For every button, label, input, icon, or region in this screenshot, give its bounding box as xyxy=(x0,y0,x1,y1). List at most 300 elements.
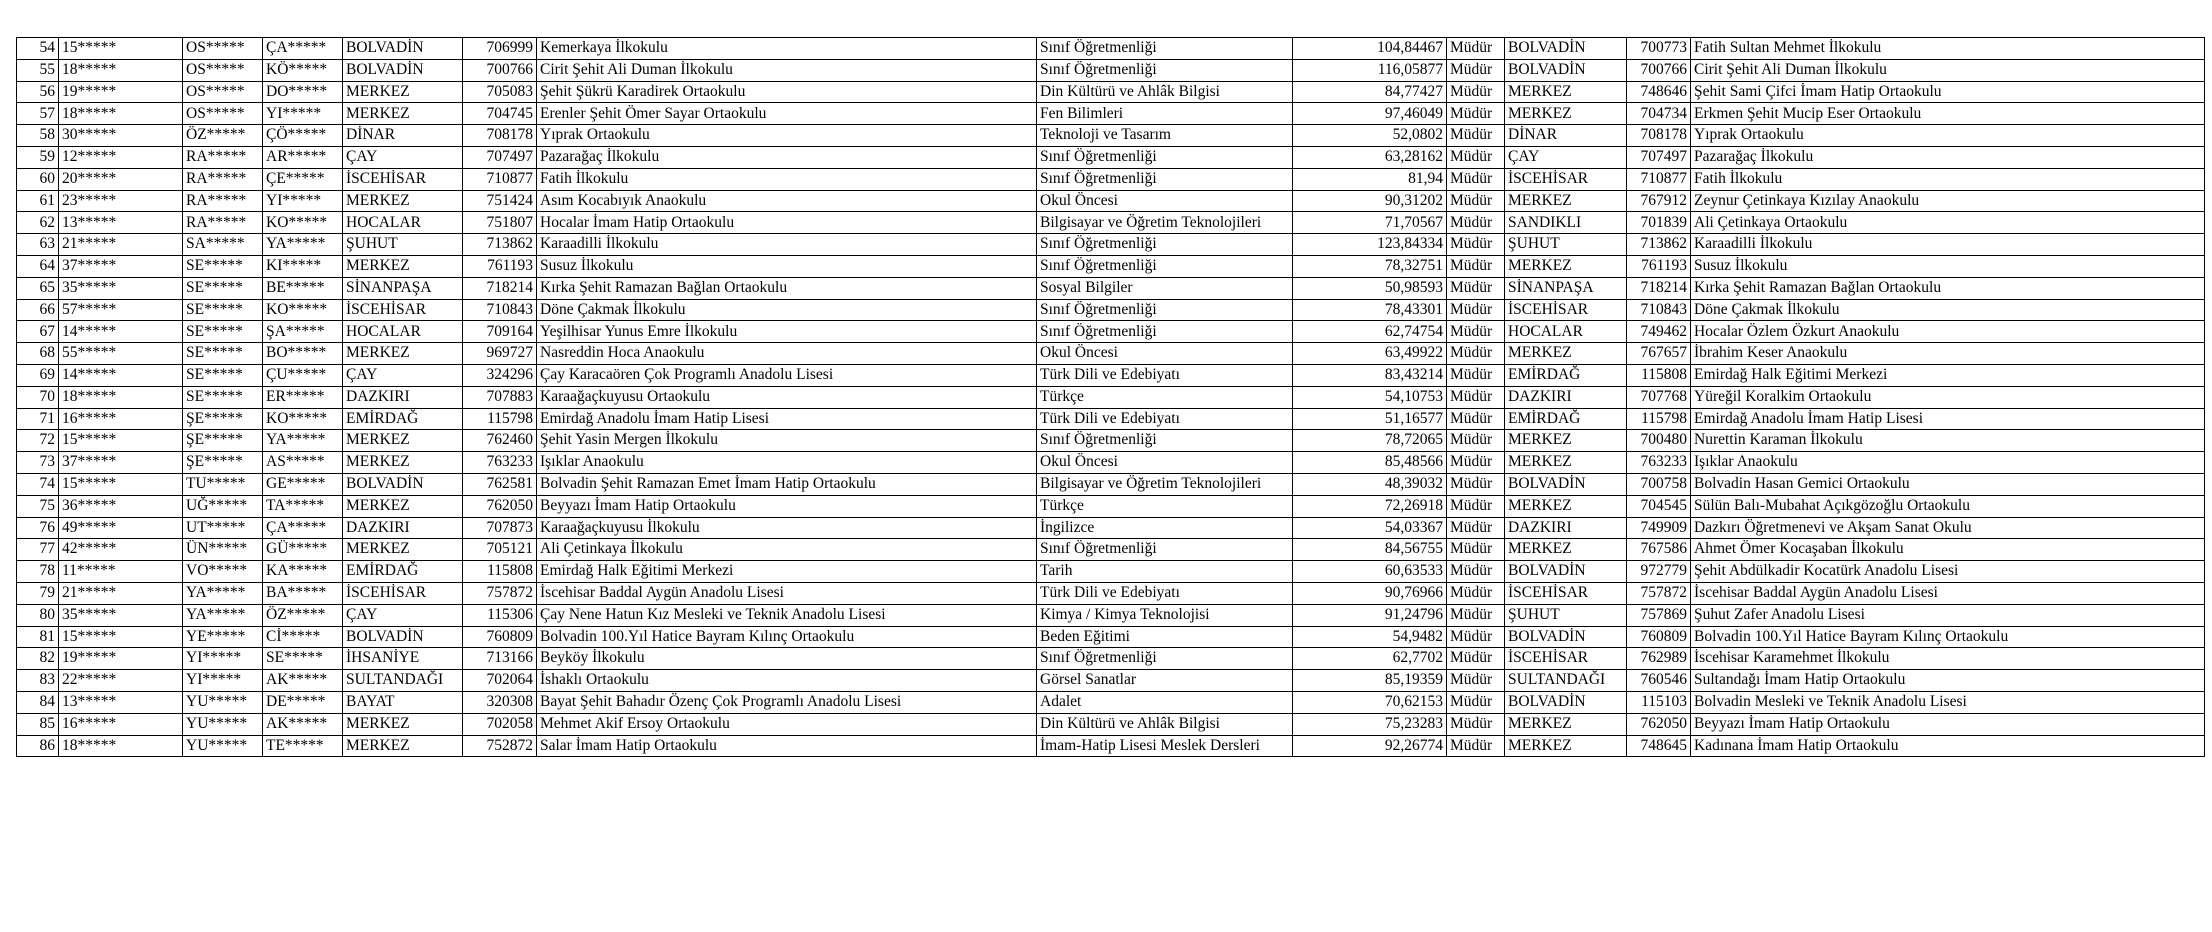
cell-assigned-district: DAZKIRI xyxy=(1505,386,1627,408)
cell-branch: Bilgisayar ve Öğretim Teknolojileri xyxy=(1037,473,1293,495)
cell-last-name: BO***** xyxy=(263,343,343,365)
cell-current-school-code: 705083 xyxy=(463,81,537,103)
cell-score: 54,03367 xyxy=(1293,517,1447,539)
cell-current-school-code: 707497 xyxy=(463,146,537,168)
cell-assigned-school-name: Kırka Şehit Ramazan Bağlan Ortaokulu xyxy=(1691,277,2205,299)
cell-branch: Sınıf Öğretmenliği xyxy=(1037,299,1293,321)
cell-last-name: ÇA***** xyxy=(263,517,343,539)
cell-first-name: OS***** xyxy=(183,59,263,81)
cell-row-number: 66 xyxy=(17,299,59,321)
cell-assigned-district: SANDIKLI xyxy=(1505,212,1627,234)
cell-assigned-school-code: 763233 xyxy=(1627,452,1691,474)
cell-assigned-district: BOLVADİN xyxy=(1505,626,1627,648)
cell-assigned-school-name: Döne Çakmak İlkokulu xyxy=(1691,299,2205,321)
cell-first-name: UT***** xyxy=(183,517,263,539)
cell-branch: Din Kültürü ve Ahlâk Bilgisi xyxy=(1037,81,1293,103)
cell-tc-number: 14***** xyxy=(59,364,183,386)
cell-assigned-school-code: 762050 xyxy=(1627,713,1691,735)
cell-position: Müdür xyxy=(1447,212,1505,234)
cell-row-number: 72 xyxy=(17,430,59,452)
cell-current-district: BOLVADİN xyxy=(343,38,463,60)
cell-assigned-school-code: 748646 xyxy=(1627,81,1691,103)
cell-current-school-name: Emirdağ Halk Eğitimi Merkezi xyxy=(537,561,1037,583)
table-row xyxy=(17,539,2205,561)
table-row xyxy=(17,713,2205,735)
cell-first-name: RA***** xyxy=(183,146,263,168)
cell-branch: Okul Öncesi xyxy=(1037,190,1293,212)
cell-position: Müdür xyxy=(1447,517,1505,539)
cell-position: Müdür xyxy=(1447,277,1505,299)
cell-score: 62,7702 xyxy=(1293,648,1447,670)
table-row xyxy=(17,146,2205,168)
cell-first-name: SE***** xyxy=(183,321,263,343)
cell-score: 72,26918 xyxy=(1293,495,1447,517)
cell-assigned-district: MERKEZ xyxy=(1505,255,1627,277)
cell-assigned-school-name: Hocalar Özlem Özkurt Anaokulu xyxy=(1691,321,2205,343)
cell-current-district: MERKEZ xyxy=(343,735,463,757)
cell-tc-number: 20***** xyxy=(59,168,183,190)
cell-score: 116,05877 xyxy=(1293,59,1447,81)
cell-current-school-name: İshaklı Ortaokulu xyxy=(537,670,1037,692)
cell-current-district: DAZKIRI xyxy=(343,386,463,408)
cell-assigned-school-name: Beyyazı İmam Hatip Ortaokulu xyxy=(1691,713,2205,735)
table-row xyxy=(17,517,2205,539)
cell-row-number: 78 xyxy=(17,561,59,583)
cell-current-school-code: 760809 xyxy=(463,626,537,648)
cell-tc-number: 35***** xyxy=(59,277,183,299)
cell-first-name: YU***** xyxy=(183,713,263,735)
cell-assigned-school-name: Karaadilli İlkokulu xyxy=(1691,234,2205,256)
cell-branch: Sosyal Bilgiler xyxy=(1037,277,1293,299)
cell-assigned-district: BOLVADİN xyxy=(1505,59,1627,81)
cell-position: Müdür xyxy=(1447,408,1505,430)
cell-current-district: ÇAY xyxy=(343,364,463,386)
cell-row-number: 63 xyxy=(17,234,59,256)
cell-last-name: DO***** xyxy=(263,81,343,103)
table-row xyxy=(17,190,2205,212)
cell-current-district: HOCALAR xyxy=(343,321,463,343)
cell-last-name: YI***** xyxy=(263,103,343,125)
cell-current-school-code: 710877 xyxy=(463,168,537,190)
cell-row-number: 84 xyxy=(17,691,59,713)
cell-last-name: ÇÖ***** xyxy=(263,125,343,147)
cell-score: 70,62153 xyxy=(1293,691,1447,713)
cell-assigned-school-name: Pazarağaç İlkokulu xyxy=(1691,146,2205,168)
cell-position: Müdür xyxy=(1447,168,1505,190)
cell-first-name: SE***** xyxy=(183,386,263,408)
cell-position: Müdür xyxy=(1447,430,1505,452)
cell-assigned-school-code: 704734 xyxy=(1627,103,1691,125)
cell-assigned-district: MERKEZ xyxy=(1505,343,1627,365)
cell-assigned-school-name: Nurettin Karaman İlkokulu xyxy=(1691,430,2205,452)
cell-first-name: SA***** xyxy=(183,234,263,256)
cell-row-number: 56 xyxy=(17,81,59,103)
cell-score: 83,43214 xyxy=(1293,364,1447,386)
cell-first-name: YI***** xyxy=(183,670,263,692)
cell-first-name: SE***** xyxy=(183,277,263,299)
cell-tc-number: 12***** xyxy=(59,146,183,168)
cell-position: Müdür xyxy=(1447,38,1505,60)
cell-tc-number: 49***** xyxy=(59,517,183,539)
cell-assigned-school-code: 761193 xyxy=(1627,255,1691,277)
cell-branch: Sınıf Öğretmenliği xyxy=(1037,146,1293,168)
cell-position: Müdür xyxy=(1447,691,1505,713)
cell-tc-number: 37***** xyxy=(59,452,183,474)
cell-current-school-name: Bolvadin 100.Yıl Hatice Bayram Kılınç Ortaokulu xyxy=(537,626,1037,648)
cell-position: Müdür xyxy=(1447,343,1505,365)
cell-position: Müdür xyxy=(1447,539,1505,561)
cell-assigned-school-code: 749909 xyxy=(1627,517,1691,539)
table-row xyxy=(17,691,2205,713)
cell-last-name: YA***** xyxy=(263,234,343,256)
cell-last-name: KI***** xyxy=(263,255,343,277)
cell-current-school-code: 709164 xyxy=(463,321,537,343)
cell-current-district: MERKEZ xyxy=(343,255,463,277)
cell-assigned-school-code: 767912 xyxy=(1627,190,1691,212)
cell-tc-number: 15***** xyxy=(59,430,183,452)
cell-tc-number: 18***** xyxy=(59,59,183,81)
cell-assigned-school-name: Sultandağı İmam Hatip Ortaokulu xyxy=(1691,670,2205,692)
cell-branch: Okul Öncesi xyxy=(1037,452,1293,474)
cell-last-name: ÇE***** xyxy=(263,168,343,190)
cell-assigned-school-code: 700773 xyxy=(1627,38,1691,60)
cell-branch: Türk Dili ve Edebiyatı xyxy=(1037,408,1293,430)
cell-assigned-school-name: İscehisar Baddal Aygün Anadolu Lisesi xyxy=(1691,582,2205,604)
cell-last-name: GE***** xyxy=(263,473,343,495)
cell-current-school-code: 702058 xyxy=(463,713,537,735)
cell-assigned-school-name: Ahmet Ömer Kocaşaban İlkokulu xyxy=(1691,539,2205,561)
cell-current-district: MERKEZ xyxy=(343,343,463,365)
cell-current-school-name: Çay Karacaören Çok Programlı Anadolu Lisesi xyxy=(537,364,1037,386)
cell-first-name: VO***** xyxy=(183,561,263,583)
cell-tc-number: 36***** xyxy=(59,495,183,517)
cell-last-name: KO***** xyxy=(263,212,343,234)
cell-assigned-school-name: Şuhut Zafer Anadolu Lisesi xyxy=(1691,604,2205,626)
cell-assigned-school-name: İbrahim Keser Anaokulu xyxy=(1691,343,2205,365)
cell-current-district: MERKEZ xyxy=(343,103,463,125)
cell-current-school-name: Bolvadin Şehit Ramazan Emet İmam Hatip Ortaokulu xyxy=(537,473,1037,495)
cell-position: Müdür xyxy=(1447,255,1505,277)
cell-branch: Türkçe xyxy=(1037,386,1293,408)
cell-branch: Adalet xyxy=(1037,691,1293,713)
cell-row-number: 76 xyxy=(17,517,59,539)
cell-branch: Sınıf Öğretmenliği xyxy=(1037,234,1293,256)
cell-row-number: 82 xyxy=(17,648,59,670)
cell-row-number: 83 xyxy=(17,670,59,692)
table-row xyxy=(17,495,2205,517)
cell-current-school-code: 705121 xyxy=(463,539,537,561)
cell-position: Müdür xyxy=(1447,81,1505,103)
cell-score: 78,72065 xyxy=(1293,430,1447,452)
cell-first-name: SE***** xyxy=(183,299,263,321)
cell-first-name: YU***** xyxy=(183,735,263,757)
table-row xyxy=(17,561,2205,583)
cell-current-school-code: 757872 xyxy=(463,582,537,604)
cell-tc-number: 13***** xyxy=(59,691,183,713)
cell-last-name: KO***** xyxy=(263,299,343,321)
cell-row-number: 71 xyxy=(17,408,59,430)
cell-tc-number: 42***** xyxy=(59,539,183,561)
cell-current-district: EMİRDAĞ xyxy=(343,561,463,583)
cell-assigned-school-code: 704545 xyxy=(1627,495,1691,517)
cell-assigned-school-name: Sülün Balı-Mubahat Açıkgözoğlu Ortaokulu xyxy=(1691,495,2205,517)
cell-current-school-name: Nasreddin Hoca Anaokulu xyxy=(537,343,1037,365)
table-row xyxy=(17,386,2205,408)
cell-assigned-school-name: Kadınana İmam Hatip Ortaokulu xyxy=(1691,735,2205,757)
cell-position: Müdür xyxy=(1447,626,1505,648)
cell-current-district: MERKEZ xyxy=(343,190,463,212)
cell-assigned-district: İSCEHİSAR xyxy=(1505,648,1627,670)
cell-branch: Türkçe xyxy=(1037,495,1293,517)
cell-assigned-school-code: 701839 xyxy=(1627,212,1691,234)
cell-score: 91,24796 xyxy=(1293,604,1447,626)
table-row xyxy=(17,452,2205,474)
cell-first-name: YA***** xyxy=(183,604,263,626)
cell-current-school-code: 713862 xyxy=(463,234,537,256)
cell-current-district: MERKEZ xyxy=(343,430,463,452)
cell-current-school-code: 969727 xyxy=(463,343,537,365)
cell-branch: Din Kültürü ve Ahlâk Bilgisi xyxy=(1037,713,1293,735)
cell-first-name: ŞE***** xyxy=(183,408,263,430)
cell-row-number: 81 xyxy=(17,626,59,648)
cell-tc-number: 37***** xyxy=(59,255,183,277)
cell-position: Müdür xyxy=(1447,670,1505,692)
cell-position: Müdür xyxy=(1447,321,1505,343)
cell-row-number: 58 xyxy=(17,125,59,147)
cell-row-number: 75 xyxy=(17,495,59,517)
table-row xyxy=(17,408,2205,430)
table-row xyxy=(17,670,2205,692)
cell-last-name: GÜ***** xyxy=(263,539,343,561)
cell-first-name: RA***** xyxy=(183,190,263,212)
cell-current-school-name: Bayat Şehit Bahadır Özenç Çok Programlı Anadolu Lisesi xyxy=(537,691,1037,713)
cell-row-number: 73 xyxy=(17,452,59,474)
cell-assigned-school-name: Bolvadin 100.Yıl Hatice Bayram Kılınç Ortaokulu xyxy=(1691,626,2205,648)
table-row xyxy=(17,277,2205,299)
cell-assigned-school-name: Fatih Sultan Mehmet İlkokulu xyxy=(1691,38,2205,60)
cell-current-district: ÇAY xyxy=(343,146,463,168)
cell-current-school-name: Karaağaçkuyusu İlkokulu xyxy=(537,517,1037,539)
cell-current-school-code: 706999 xyxy=(463,38,537,60)
cell-tc-number: 21***** xyxy=(59,234,183,256)
cell-last-name: AK***** xyxy=(263,670,343,692)
cell-assigned-school-name: Bolvadin Mesleki ve Teknik Anadolu Lisesi xyxy=(1691,691,2205,713)
cell-assigned-district: ÇAY xyxy=(1505,146,1627,168)
cell-score: 104,84467 xyxy=(1293,38,1447,60)
cell-first-name: OS***** xyxy=(183,38,263,60)
cell-tc-number: 13***** xyxy=(59,212,183,234)
cell-first-name: ŞE***** xyxy=(183,452,263,474)
cell-assigned-school-code: 707768 xyxy=(1627,386,1691,408)
cell-assigned-school-code: 710843 xyxy=(1627,299,1691,321)
cell-branch: Sınıf Öğretmenliği xyxy=(1037,648,1293,670)
cell-row-number: 54 xyxy=(17,38,59,60)
cell-branch: Sınıf Öğretmenliği xyxy=(1037,255,1293,277)
table-row xyxy=(17,103,2205,125)
table-row xyxy=(17,343,2205,365)
cell-tc-number: 18***** xyxy=(59,103,183,125)
cell-current-school-code: 761193 xyxy=(463,255,537,277)
cell-current-school-name: Çay Nene Hatun Kız Mesleki ve Teknik Anadolu Lisesi xyxy=(537,604,1037,626)
cell-last-name: KÖ***** xyxy=(263,59,343,81)
cell-tc-number: 55***** xyxy=(59,343,183,365)
cell-tc-number: 30***** xyxy=(59,125,183,147)
cell-score: 90,76966 xyxy=(1293,582,1447,604)
cell-first-name: ŞE***** xyxy=(183,430,263,452)
table-row xyxy=(17,81,2205,103)
cell-current-district: HOCALAR xyxy=(343,212,463,234)
cell-last-name: AR***** xyxy=(263,146,343,168)
cell-current-school-code: 115798 xyxy=(463,408,537,430)
cell-last-name: YA***** xyxy=(263,430,343,452)
cell-position: Müdür xyxy=(1447,364,1505,386)
cell-score: 84,56755 xyxy=(1293,539,1447,561)
cell-score: 92,26774 xyxy=(1293,735,1447,757)
cell-assigned-district: BOLVADİN xyxy=(1505,473,1627,495)
cell-last-name: ÖZ***** xyxy=(263,604,343,626)
cell-last-name: BE***** xyxy=(263,277,343,299)
cell-row-number: 59 xyxy=(17,146,59,168)
cell-assigned-school-name: Şehit Sami Çifci İmam Hatip Ortaokulu xyxy=(1691,81,2205,103)
cell-score: 75,23283 xyxy=(1293,713,1447,735)
cell-current-school-name: Hocalar İmam Hatip Ortaokulu xyxy=(537,212,1037,234)
cell-current-school-code: 762581 xyxy=(463,473,537,495)
cell-assigned-district: BOLVADİN xyxy=(1505,38,1627,60)
cell-position: Müdür xyxy=(1447,561,1505,583)
cell-current-school-name: Ali Çetinkaya İlkokulu xyxy=(537,539,1037,561)
cell-current-school-name: Beyköy İlkokulu xyxy=(537,648,1037,670)
table-row xyxy=(17,321,2205,343)
cell-tc-number: 15***** xyxy=(59,626,183,648)
cell-current-school-name: Erenler Şehit Ömer Sayar Ortaokulu xyxy=(537,103,1037,125)
cell-current-school-code: 702064 xyxy=(463,670,537,692)
cell-current-school-code: 713166 xyxy=(463,648,537,670)
cell-last-name: TA***** xyxy=(263,495,343,517)
cell-assigned-school-code: 760809 xyxy=(1627,626,1691,648)
table-row xyxy=(17,364,2205,386)
cell-assigned-school-code: 757869 xyxy=(1627,604,1691,626)
cell-current-school-code: 324296 xyxy=(463,364,537,386)
cell-row-number: 68 xyxy=(17,343,59,365)
cell-position: Müdür xyxy=(1447,452,1505,474)
table-row xyxy=(17,648,2205,670)
cell-position: Müdür xyxy=(1447,604,1505,626)
cell-score: 84,77427 xyxy=(1293,81,1447,103)
cell-assigned-district: SİNANPAŞA xyxy=(1505,277,1627,299)
cell-row-number: 80 xyxy=(17,604,59,626)
cell-current-school-name: Fatih İlkokulu xyxy=(537,168,1037,190)
cell-position: Müdür xyxy=(1447,713,1505,735)
cell-last-name: TE***** xyxy=(263,735,343,757)
table-row xyxy=(17,168,2205,190)
cell-assigned-district: ŞUHUT xyxy=(1505,234,1627,256)
cell-score: 123,84334 xyxy=(1293,234,1447,256)
cell-assigned-school-name: Şehit Abdülkadir Kocatürk Anadolu Lisesi xyxy=(1691,561,2205,583)
cell-assigned-school-name: Ali Çetinkaya Ortaokulu xyxy=(1691,212,2205,234)
cell-assigned-district: MERKEZ xyxy=(1505,430,1627,452)
cell-assigned-school-code: 707497 xyxy=(1627,146,1691,168)
cell-current-district: ÇAY xyxy=(343,604,463,626)
cell-current-district: İSCEHİSAR xyxy=(343,168,463,190)
cell-first-name: RA***** xyxy=(183,168,263,190)
cell-current-school-name: Mehmet Akif Ersoy Ortaokulu xyxy=(537,713,1037,735)
cell-row-number: 55 xyxy=(17,59,59,81)
cell-current-school-code: 700766 xyxy=(463,59,537,81)
cell-position: Müdür xyxy=(1447,234,1505,256)
cell-assigned-district: BOLVADİN xyxy=(1505,561,1627,583)
cell-assigned-school-name: Işıklar Anaokulu xyxy=(1691,452,2205,474)
cell-current-district: ŞUHUT xyxy=(343,234,463,256)
cell-assigned-school-code: 749462 xyxy=(1627,321,1691,343)
cell-first-name: YU***** xyxy=(183,691,263,713)
cell-row-number: 57 xyxy=(17,103,59,125)
cell-row-number: 62 xyxy=(17,212,59,234)
cell-score: 54,10753 xyxy=(1293,386,1447,408)
cell-last-name: ER***** xyxy=(263,386,343,408)
cell-current-school-code: 752872 xyxy=(463,735,537,757)
cell-score: 90,31202 xyxy=(1293,190,1447,212)
cell-assigned-district: ŞUHUT xyxy=(1505,604,1627,626)
cell-score: 63,28162 xyxy=(1293,146,1447,168)
cell-assigned-district: DİNAR xyxy=(1505,125,1627,147)
table-row xyxy=(17,735,2205,757)
cell-assigned-school-code: 767657 xyxy=(1627,343,1691,365)
cell-current-school-name: Susuz İlkokulu xyxy=(537,255,1037,277)
cell-current-school-name: Şehit Şükrü Karadirek Ortaokulu xyxy=(537,81,1037,103)
cell-score: 63,49922 xyxy=(1293,343,1447,365)
table-row xyxy=(17,299,2205,321)
cell-score: 85,19359 xyxy=(1293,670,1447,692)
cell-row-number: 70 xyxy=(17,386,59,408)
cell-branch: Kimya / Kimya Teknolojisi xyxy=(1037,604,1293,626)
cell-position: Müdür xyxy=(1447,735,1505,757)
table-row xyxy=(17,234,2205,256)
cell-current-school-name: Kırka Şehit Ramazan Bağlan Ortaokulu xyxy=(537,277,1037,299)
cell-last-name: SE***** xyxy=(263,648,343,670)
assignment-table xyxy=(16,37,2205,757)
cell-current-school-name: İscehisar Baddal Aygün Anadolu Lisesi xyxy=(537,582,1037,604)
table-row xyxy=(17,604,2205,626)
cell-current-school-code: 115306 xyxy=(463,604,537,626)
cell-score: 81,94 xyxy=(1293,168,1447,190)
cell-position: Müdür xyxy=(1447,125,1505,147)
cell-branch: Beden Eğitimi xyxy=(1037,626,1293,648)
cell-assigned-school-code: 700758 xyxy=(1627,473,1691,495)
cell-current-district: EMİRDAĞ xyxy=(343,408,463,430)
cell-tc-number: 21***** xyxy=(59,582,183,604)
cell-assigned-school-code: 767586 xyxy=(1627,539,1691,561)
cell-current-district: SİNANPAŞA xyxy=(343,277,463,299)
cell-assigned-school-code: 718214 xyxy=(1627,277,1691,299)
cell-tc-number: 16***** xyxy=(59,713,183,735)
cell-current-school-name: Yıprak Ortaokulu xyxy=(537,125,1037,147)
cell-first-name: ÖZ***** xyxy=(183,125,263,147)
cell-assigned-district: SULTANDAĞI xyxy=(1505,670,1627,692)
cell-first-name: OS***** xyxy=(183,103,263,125)
cell-current-district: MERKEZ xyxy=(343,539,463,561)
table-row xyxy=(17,473,2205,495)
cell-last-name: YI***** xyxy=(263,190,343,212)
cell-row-number: 79 xyxy=(17,582,59,604)
cell-score: 54,9482 xyxy=(1293,626,1447,648)
cell-tc-number: 18***** xyxy=(59,735,183,757)
table-row xyxy=(17,59,2205,81)
cell-current-school-code: 708178 xyxy=(463,125,537,147)
cell-branch: Türk Dili ve Edebiyatı xyxy=(1037,582,1293,604)
cell-branch: Sınıf Öğretmenliği xyxy=(1037,321,1293,343)
cell-current-school-code: 718214 xyxy=(463,277,537,299)
cell-score: 71,70567 xyxy=(1293,212,1447,234)
